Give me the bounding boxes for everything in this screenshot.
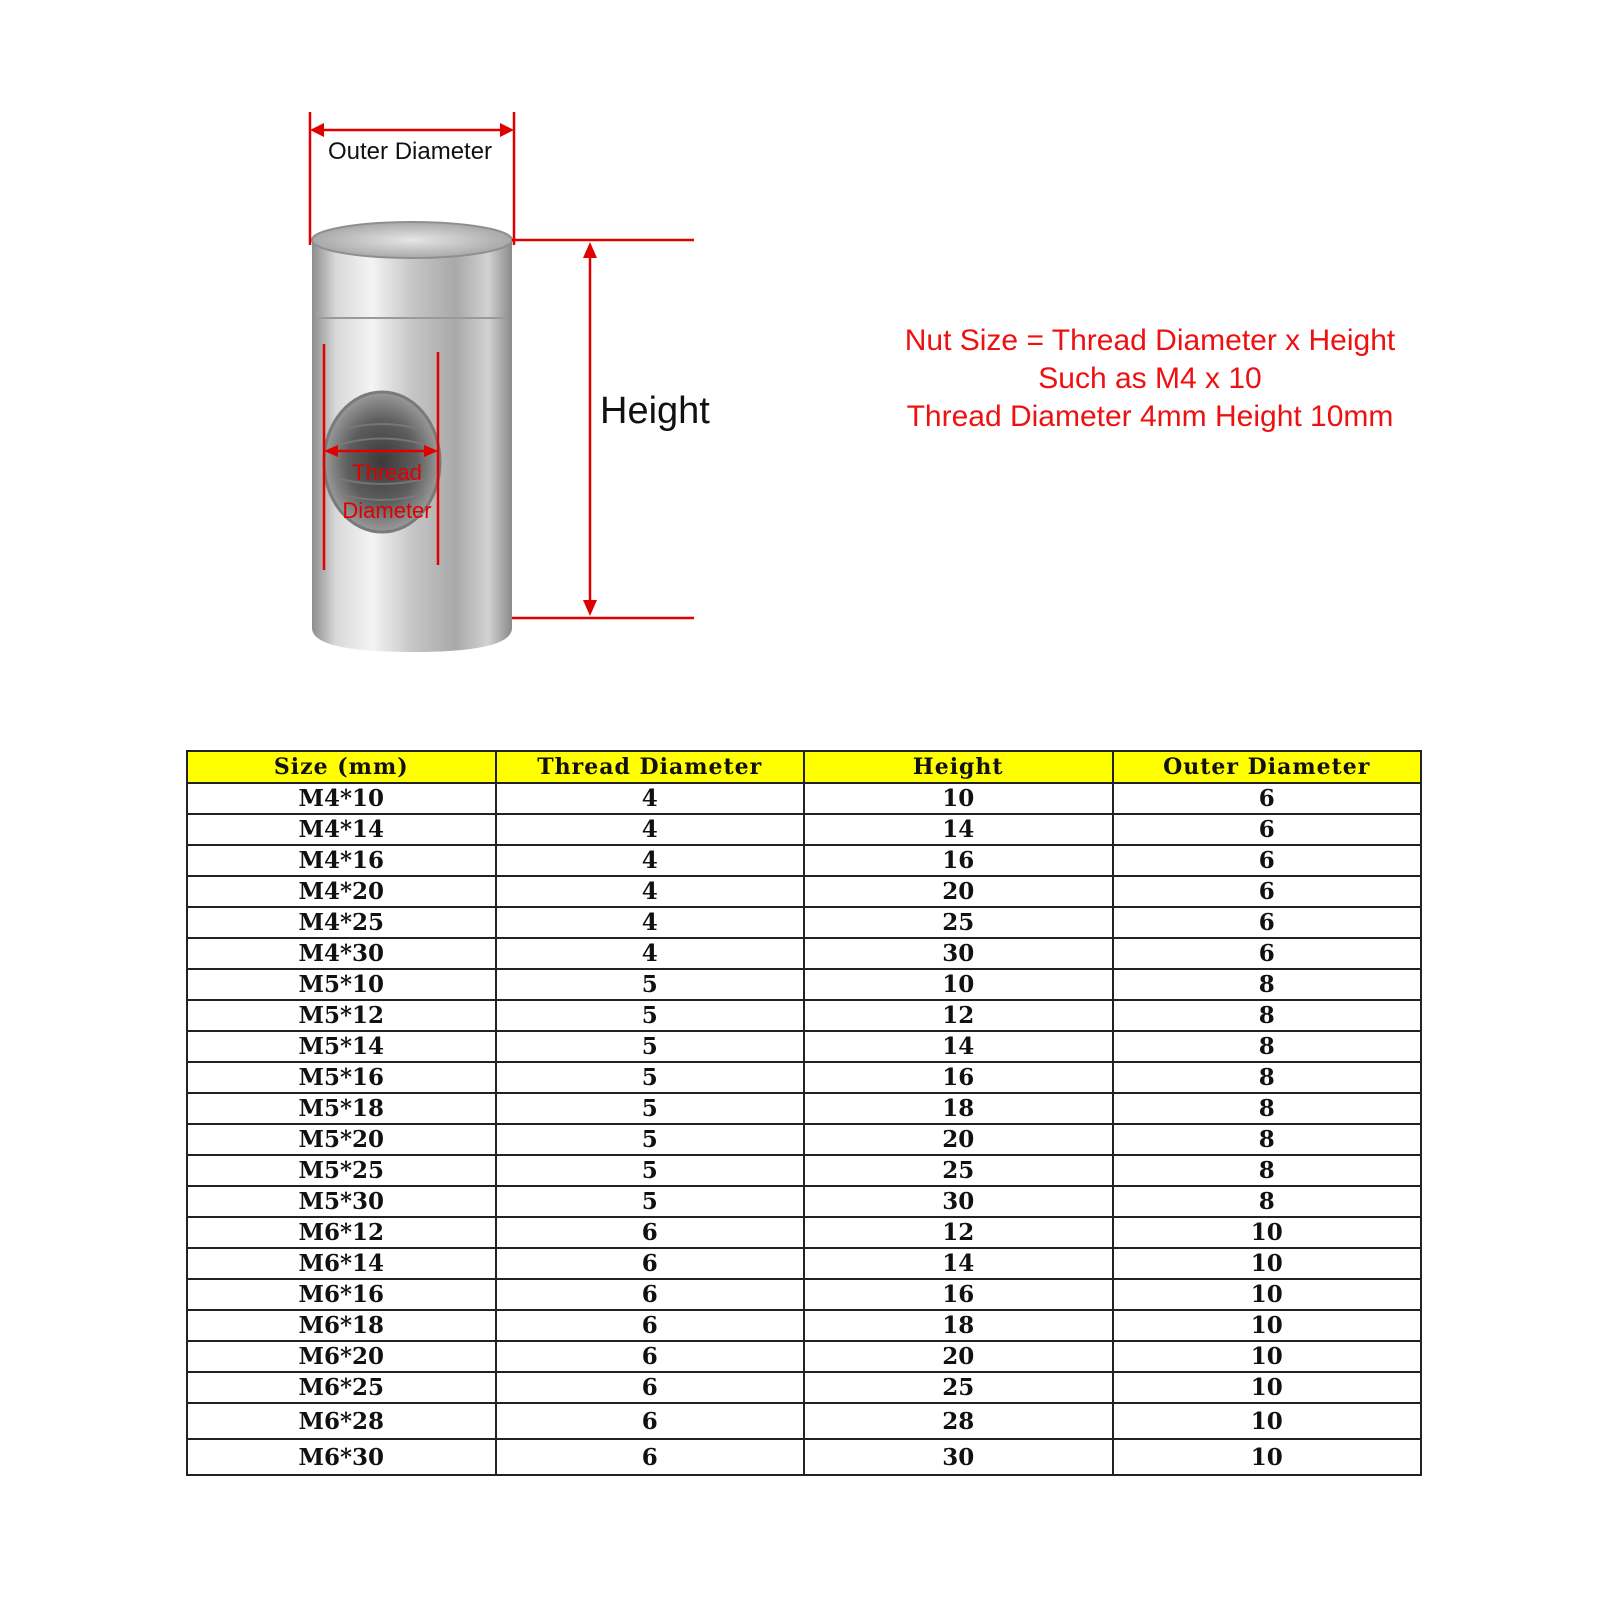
cell-size: M4*30 bbox=[187, 938, 496, 969]
table-row bbox=[187, 1093, 1421, 1124]
table-row bbox=[187, 1310, 1421, 1341]
header-outer-diameter: Outer Diameter bbox=[1113, 751, 1422, 783]
table-row bbox=[187, 783, 1421, 814]
cell-size: M6*16 bbox=[187, 1279, 496, 1310]
table-row bbox=[187, 1155, 1421, 1186]
barrel-nut-illustration bbox=[0, 0, 760, 700]
header-thread-diameter: Thread Diameter bbox=[496, 751, 805, 783]
cell-thread-diameter: 4 bbox=[496, 814, 805, 845]
cell-outer-diameter: 10 bbox=[1113, 1310, 1422, 1341]
cell-outer-diameter: 10 bbox=[1113, 1439, 1422, 1475]
cell-outer-diameter: 8 bbox=[1113, 1031, 1422, 1062]
cell-height: 16 bbox=[804, 1279, 1113, 1310]
cell-height: 14 bbox=[804, 1248, 1113, 1279]
cell-thread-diameter: 6 bbox=[496, 1217, 805, 1248]
cell-height: 12 bbox=[804, 1217, 1113, 1248]
table-row bbox=[187, 814, 1421, 845]
cell-outer-diameter: 8 bbox=[1113, 1155, 1422, 1186]
cell-size: M6*30 bbox=[187, 1439, 496, 1475]
height-label: Height bbox=[600, 390, 710, 432]
cell-thread-diameter: 5 bbox=[496, 969, 805, 1000]
size-note-line1: Nut Size = Thread Diameter x Height bbox=[904, 324, 1396, 357]
cell-size: M4*10 bbox=[187, 783, 496, 814]
cell-outer-diameter: 10 bbox=[1113, 1403, 1422, 1439]
cell-height: 20 bbox=[804, 876, 1113, 907]
cell-outer-diameter: 10 bbox=[1113, 1372, 1422, 1403]
cell-outer-diameter: 10 bbox=[1113, 1248, 1422, 1279]
cell-height: 28 bbox=[804, 1403, 1113, 1439]
cell-size: M5*18 bbox=[187, 1093, 496, 1124]
table-row bbox=[187, 907, 1421, 938]
cell-thread-diameter: 6 bbox=[496, 1310, 805, 1341]
table-row bbox=[187, 1000, 1421, 1031]
cell-size: M6*18 bbox=[187, 1310, 496, 1341]
table-row bbox=[187, 1186, 1421, 1217]
cell-size: M5*30 bbox=[187, 1186, 496, 1217]
outer-diameter-label: Outer Diameter bbox=[328, 138, 493, 165]
size-note-line2: Such as M4 x 10 bbox=[1038, 362, 1262, 395]
cell-thread-diameter: 5 bbox=[496, 1031, 805, 1062]
table-body bbox=[187, 783, 1421, 1475]
cell-height: 14 bbox=[804, 814, 1113, 845]
cell-height: 18 bbox=[804, 1310, 1113, 1341]
table-row bbox=[187, 938, 1421, 969]
cell-thread-diameter: 5 bbox=[496, 1186, 805, 1217]
table-row bbox=[187, 1439, 1421, 1475]
cell-height: 25 bbox=[804, 1155, 1113, 1186]
cell-height: 25 bbox=[804, 1372, 1113, 1403]
nut-body bbox=[312, 222, 512, 652]
cell-height: 30 bbox=[804, 1439, 1113, 1475]
cell-height: 30 bbox=[804, 1186, 1113, 1217]
cell-thread-diameter: 5 bbox=[496, 1093, 805, 1124]
cell-thread-diameter: 5 bbox=[496, 1155, 805, 1186]
cell-thread-diameter: 6 bbox=[496, 1403, 805, 1439]
cell-size: M4*14 bbox=[187, 814, 496, 845]
cell-size: M5*12 bbox=[187, 1000, 496, 1031]
cell-height: 18 bbox=[804, 1093, 1113, 1124]
table-row bbox=[187, 1372, 1421, 1403]
cell-thread-diameter: 6 bbox=[496, 1439, 805, 1475]
cell-size: M4*25 bbox=[187, 907, 496, 938]
table-row bbox=[187, 969, 1421, 1000]
cell-outer-diameter: 10 bbox=[1113, 1341, 1422, 1372]
cell-height: 20 bbox=[804, 1124, 1113, 1155]
cell-height: 25 bbox=[804, 907, 1113, 938]
cell-outer-diameter: 6 bbox=[1113, 783, 1422, 814]
table-row bbox=[187, 1124, 1421, 1155]
table-row bbox=[187, 1248, 1421, 1279]
table-row bbox=[187, 876, 1421, 907]
cell-height: 14 bbox=[804, 1031, 1113, 1062]
cell-height: 20 bbox=[804, 1341, 1113, 1372]
cell-thread-diameter: 4 bbox=[496, 907, 805, 938]
cell-outer-diameter: 8 bbox=[1113, 1093, 1422, 1124]
cell-size: M5*14 bbox=[187, 1031, 496, 1062]
thread-diameter-label-line2: Diameter bbox=[342, 498, 432, 523]
size-note-line3: Thread Diameter 4mm Height 10mm bbox=[906, 400, 1394, 433]
table-row bbox=[187, 1031, 1421, 1062]
cell-thread-diameter: 4 bbox=[496, 938, 805, 969]
cell-thread-diameter: 6 bbox=[496, 1372, 805, 1403]
cell-thread-diameter: 4 bbox=[496, 876, 805, 907]
cell-size: M6*14 bbox=[187, 1248, 496, 1279]
cell-thread-diameter: 5 bbox=[496, 1124, 805, 1155]
cell-size: M6*25 bbox=[187, 1372, 496, 1403]
cell-height: 10 bbox=[804, 783, 1113, 814]
table-row bbox=[187, 1217, 1421, 1248]
cell-thread-diameter: 6 bbox=[496, 1279, 805, 1310]
cell-thread-diameter: 5 bbox=[496, 1062, 805, 1093]
cell-outer-diameter: 8 bbox=[1113, 969, 1422, 1000]
cell-thread-diameter: 6 bbox=[496, 1341, 805, 1372]
cell-outer-diameter: 8 bbox=[1113, 1124, 1422, 1155]
cell-size: M5*25 bbox=[187, 1155, 496, 1186]
cell-height: 30 bbox=[804, 938, 1113, 969]
cell-size: M6*12 bbox=[187, 1217, 496, 1248]
cell-outer-diameter: 10 bbox=[1113, 1217, 1422, 1248]
header-height: Height bbox=[804, 751, 1113, 783]
table-row bbox=[187, 1062, 1421, 1093]
cell-height: 12 bbox=[804, 1000, 1113, 1031]
cell-size: M6*28 bbox=[187, 1403, 496, 1439]
cell-height: 16 bbox=[804, 1062, 1113, 1093]
cell-size: M5*20 bbox=[187, 1124, 496, 1155]
cell-size: M4*20 bbox=[187, 876, 496, 907]
cell-height: 16 bbox=[804, 845, 1113, 876]
cell-outer-diameter: 6 bbox=[1113, 845, 1422, 876]
table-header-row bbox=[187, 751, 1421, 783]
cell-height: 10 bbox=[804, 969, 1113, 1000]
header-size: Size (mm) bbox=[187, 751, 496, 783]
cell-outer-diameter: 10 bbox=[1113, 1279, 1422, 1310]
table-row bbox=[187, 1403, 1421, 1439]
cell-size: M5*10 bbox=[187, 969, 496, 1000]
cell-outer-diameter: 6 bbox=[1113, 907, 1422, 938]
cell-outer-diameter: 8 bbox=[1113, 1186, 1422, 1217]
cell-size: M4*16 bbox=[187, 845, 496, 876]
cell-thread-diameter: 5 bbox=[496, 1000, 805, 1031]
cell-size: M5*16 bbox=[187, 1062, 496, 1093]
size-spec-table bbox=[186, 750, 1422, 1476]
cell-outer-diameter: 6 bbox=[1113, 814, 1422, 845]
table-row bbox=[187, 1279, 1421, 1310]
cell-size: M6*20 bbox=[187, 1341, 496, 1372]
size-note bbox=[840, 322, 1460, 436]
cell-outer-diameter: 8 bbox=[1113, 1062, 1422, 1093]
table-row bbox=[187, 1341, 1421, 1372]
table-row bbox=[187, 845, 1421, 876]
cell-thread-diameter: 4 bbox=[496, 783, 805, 814]
cell-thread-diameter: 4 bbox=[496, 845, 805, 876]
cell-outer-diameter: 8 bbox=[1113, 1000, 1422, 1031]
cell-outer-diameter: 6 bbox=[1113, 938, 1422, 969]
thread-diameter-label-line1: Thread bbox=[352, 460, 422, 485]
cell-outer-diameter: 6 bbox=[1113, 876, 1422, 907]
cell-thread-diameter: 6 bbox=[496, 1248, 805, 1279]
